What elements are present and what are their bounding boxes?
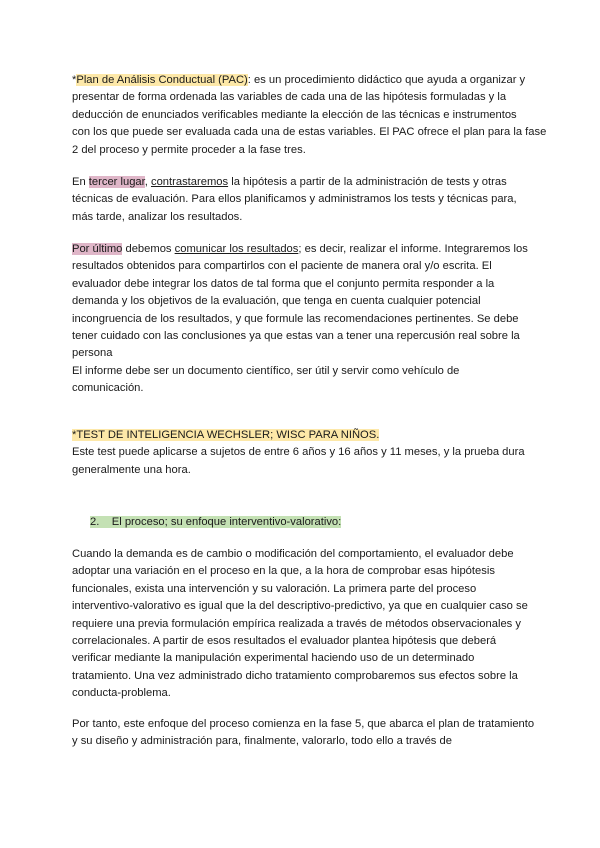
ultimo-line-3: evaluador debe integrar los datos de tal forma que el conjunto permita responder a la: [72, 277, 495, 290]
pac-paragraph: [72, 72, 547, 159]
portanto-line-2: y su diseño y administración para, finalmente, valorarlo, todo ello a través de: [72, 735, 452, 748]
cambio-line-6: correlacionales. A partir de esos resultados el evaluador plantea hipótesis que deberá: [72, 635, 497, 648]
portanto-line-1: Por tanto, este enfoque del proceso comienza en la fase 5, que abarca el plan de tratamiento: [72, 718, 535, 730]
tercer-underlined: contrastaremos: [150, 176, 229, 188]
tercer-line-1: [72, 174, 528, 191]
tercer-lugar-paragraph: [72, 174, 528, 226]
section-number: 2.: [90, 516, 100, 528]
wechsler-line-2: Este test puede aplicarse a sujetos de entre 6 años y 16 años y 11 meses, y la prueba dura: [72, 446, 525, 459]
por-tanto-paragraph: [72, 716, 535, 751]
wechsler-line-3: generalmente una hora.: [72, 463, 191, 476]
section-heading: [90, 514, 341, 531]
ultimo-line-4: demanda y los objetivos de la evaluación, que tenga en cuenta cualquier potencial: [72, 295, 481, 308]
ultimo-underlined: comunicar los resultados: [174, 243, 299, 255]
pac-highlight: Plan de Análisis Conductual (PAC): [76, 74, 248, 86]
ultimo-highlight: Por último: [72, 243, 123, 255]
ultimo-line-5: incongruencia de los resultados, y que formule las recomendaciones pertinentes. Se debe: [72, 312, 519, 325]
tercer-line-1-rest: la hipótesis a partir de la administración de tests y otras: [228, 176, 507, 188]
section-heading-highlight: [90, 516, 341, 528]
pac-line-4: con los que puede ser evaluada cada una de estas variables. El PAC ofrece el plan para la fase: [72, 126, 547, 139]
ultimo-line-1: [72, 241, 528, 258]
pac-line-1-rest: : es un procedimiento didáctico que ayuda a organizar y: [247, 74, 526, 86]
pac-line-1: [72, 72, 528, 89]
tercer-highlight: tercer lugar: [88, 176, 145, 188]
cambio-line-5: requiere una previa formulación empírica realizada a través de métodos observacionales y: [72, 617, 521, 630]
cambio-line-3: funcionales, exista una intervención y su valoración. La primera parte del proceso: [72, 582, 477, 595]
cambio-line-8: tratamiento. Una vez administrado dicho tratamiento comprobaremos sus efectos sobre la: [72, 669, 518, 682]
wechsler-highlight: *TEST DE INTELIGENCIA WECHSLER; WISC PARA NIÑOS.: [72, 429, 380, 441]
wechsler-line-1: [72, 427, 528, 444]
tercer-line-2: técnicas de evaluación. Para ellos planificamos y administramos los tests y técnicas para,: [72, 193, 517, 206]
cambio-line-9: conducta-problema.: [72, 687, 171, 700]
tercer-prefix: En: [72, 176, 89, 188]
cambio-line-2: adoptar una variación en el proceso en la que, a la hora de comprobar esas hipótesis: [72, 565, 495, 578]
cambio-line-4: interventivo-valorativo es igual que la del descriptivo-predictivo, ya que en cualquier caso se: [72, 600, 528, 613]
por-ultimo-paragraph: [72, 241, 528, 398]
cambio-line-1: Cuando la demanda es de cambio o modificación del comportamiento, el evaluador debe: [72, 548, 514, 560]
ultimo-line-9: comunicación.: [72, 382, 144, 395]
section-title: El proceso; su enfoque interventivo-valorativo:: [111, 516, 342, 528]
pac-line-3: deducción de enunciados verificables mediante la elección de las técnicas e instrumentos: [72, 108, 517, 121]
pac-line-2: presentar de forma ordenada las variables de cada una de las hipótesis formuladas y la: [72, 91, 507, 104]
ultimo-line-2: resultados obtenidos para compartirlos con el paciente de manera oral y/o escrita. El: [72, 260, 492, 273]
pac-line-5: 2 del proceso y permite proceder a la fase tres.: [72, 143, 306, 156]
ultimo-line-6: tener cuidado con las conclusiones ya que estas van a tener una repercusión real sobre la: [72, 330, 520, 343]
ultimo-line-1-rest: ; es decir, realizar el informe. Integraremos los: [298, 243, 528, 255]
wechsler-paragraph: [72, 427, 528, 479]
ultimo-line-8: El informe debe ser un documento científico, ser útil y servir como vehículo de: [72, 364, 460, 377]
tercer-comma: ,: [144, 176, 151, 188]
tercer-line-3: más tarde, analizar los resultados.: [72, 210, 243, 223]
cambio-paragraph: [72, 546, 528, 703]
cambio-line-7: verificar mediante la manipulación experimental haciendo uso de un determinado: [72, 652, 475, 665]
ultimo-line-7: persona: [72, 347, 113, 360]
pac-star: *: [72, 74, 77, 86]
ultimo-middle: debemos: [122, 243, 175, 255]
